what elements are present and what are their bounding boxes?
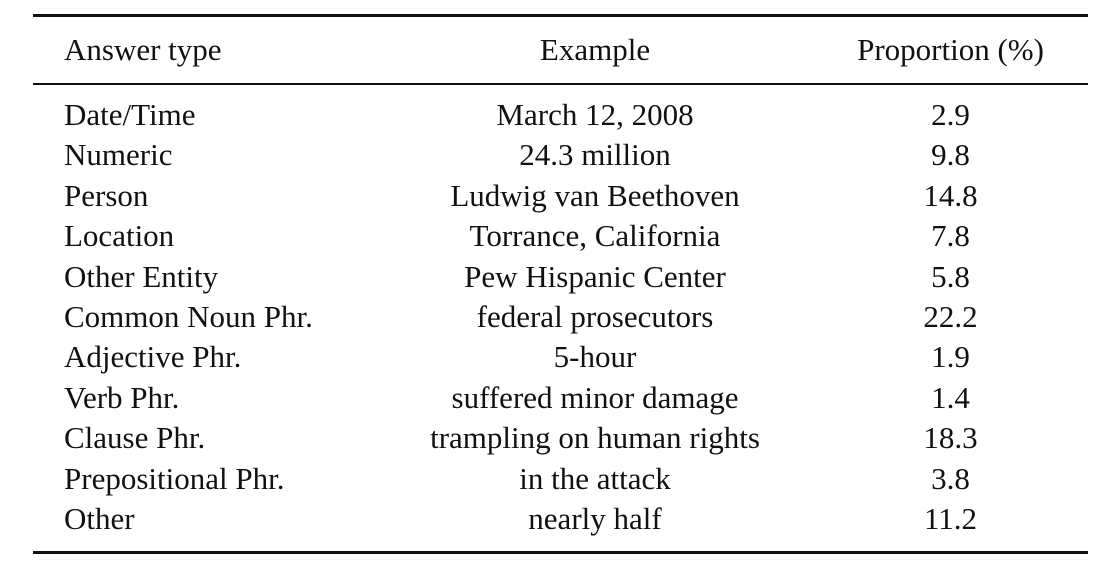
- table-row: [33, 378, 1088, 418]
- header-example: Example: [539, 32, 651, 67]
- table-header-row: [33, 30, 1088, 70]
- example-cell: Torrance, California: [469, 218, 721, 254]
- answer-type-cell: Clause Phr.: [64, 420, 206, 456]
- proportion-cell: 1.9: [931, 339, 970, 375]
- table-top-rule: [33, 14, 1088, 17]
- table-header-rule: [33, 83, 1088, 85]
- proportion-cell: 14.8: [923, 177, 978, 213]
- example-cell: 5-hour: [553, 339, 637, 375]
- answer-type-cell: Other Entity: [64, 258, 219, 294]
- proportion-cell: 22.2: [923, 299, 978, 334]
- example-cell: suffered minor damage: [451, 379, 739, 415]
- proportion-cell: 18.3: [923, 420, 978, 456]
- proportion-cell: 3.8: [931, 460, 970, 496]
- answer-type-cell: Person: [64, 177, 149, 213]
- example-cell: Ludwig van Beethoven: [450, 177, 740, 213]
- table-row: [33, 459, 1088, 499]
- table-row: [33, 176, 1088, 216]
- example-cell: trampling on human rights: [430, 420, 760, 456]
- proportion-cell: 5.8: [931, 258, 970, 294]
- proportion-cell: 7.8: [931, 218, 970, 254]
- proportion-cell: 9.8: [931, 137, 970, 173]
- table-row: [33, 135, 1088, 175]
- example-cell: Pew Hispanic Center: [464, 258, 726, 294]
- header-proportion: Proportion (%): [857, 32, 1044, 67]
- table-row: [33, 216, 1088, 256]
- table-row: [33, 337, 1088, 377]
- table-row: [33, 297, 1088, 337]
- answer-type-cell: Common Noun Phr.: [64, 299, 313, 334]
- table-row: [33, 499, 1088, 539]
- table-row: [33, 418, 1088, 458]
- answer-type-cell: Adjective Phr.: [64, 339, 242, 375]
- table-bottom-rule: [33, 551, 1088, 554]
- proportion-cell: 2.9: [931, 97, 970, 132]
- example-cell: 24.3 million: [519, 137, 671, 173]
- table-row: [33, 257, 1088, 297]
- answer-type-cell: Numeric: [64, 137, 173, 173]
- proportion-cell: 11.2: [923, 501, 978, 536]
- example-cell: nearly half: [528, 501, 662, 536]
- example-cell: federal prosecutors: [476, 299, 714, 334]
- header-answer-type: Answer type: [64, 32, 222, 67]
- example-cell: in the attack: [519, 460, 671, 496]
- answer-type-cell: Verb Phr.: [64, 379, 180, 415]
- answer-type-cell: Location: [64, 218, 175, 254]
- answer-type-cell: Other: [64, 501, 135, 536]
- answer-type-cell: Prepositional Phr.: [64, 460, 285, 496]
- proportion-cell: 1.4: [931, 379, 970, 415]
- example-cell: March 12, 2008: [496, 97, 694, 132]
- answer-type-cell: Date/Time: [64, 97, 196, 132]
- table-row: [33, 95, 1088, 135]
